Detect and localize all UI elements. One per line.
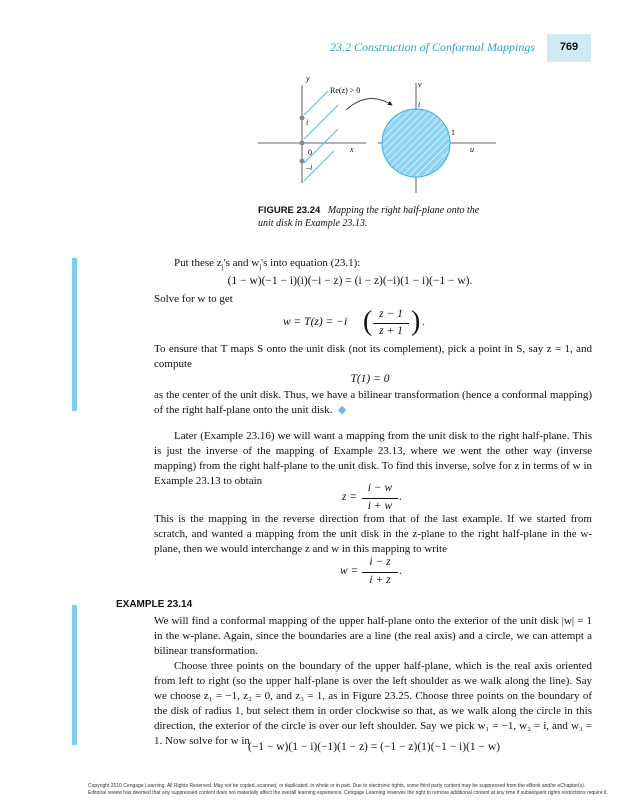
paragraph-later-example: Later (Example 23.16) we will want a mapping from the unit disk to the right half-plane. This is just the inverse of the mapping of Example 23.13, where we went the other way (inverse mapping) from the right half-plane to the unit disk. To find this inverse, solve for z in terms of w in Example 23.13 to obtain: [154, 430, 592, 487]
label-i-right: i: [418, 100, 421, 109]
caption-text-1: Mapping the right half-plane onto the: [327, 205, 480, 216]
label-u: u: [470, 145, 474, 154]
copyright-line-1: Copyright 2010 Cengage Learning. All Rights Reserved. May not be copied, scanned, or duplicated, in whole or in part. Due to electronic rights, some third party content may be suppressed from the eBook and/or eChapter(s).: [88, 783, 586, 789]
label-y: y: [306, 74, 310, 83]
label-v: v: [418, 80, 422, 89]
label-re: Re(z) > 0: [330, 86, 361, 95]
eq5-left: w =: [340, 565, 359, 577]
caption-text-2: unit disk in Example 23.13.: [258, 218, 368, 229]
eq4-denominator: i + w: [367, 500, 393, 512]
paragraph-solve-for-w: Solve for w to get: [154, 293, 233, 305]
running-header-title: 23.2 Construction of Conformal Mappings: [330, 40, 536, 54]
paragraph-center-unit-disk: as the center of the unit disk. Thus, we have a bilinear transformation (hence a conformal mapping) of the right half-plane onto the unit disk. ◆: [154, 389, 592, 416]
equation-z-inverse: z = i − w i + w .: [342, 482, 402, 512]
eq4-numerator: i − w: [367, 482, 393, 494]
subscript-j1: j: [221, 263, 224, 272]
label-one: 1: [451, 128, 455, 137]
label-zero: 0: [308, 148, 312, 157]
paragraph-upper-half-plane: We will find a conformal mapping of the upper half-plane onto the exterior of the unit disk |w| = 1 in the w-plane. Again, since the boundaries are a line (the real axis) and a circle, we can attempt a bilinear transformation.: [154, 615, 592, 657]
eq2-left: w = T(z) = −i: [283, 316, 348, 328]
subscript-j2: j: [259, 263, 262, 272]
margin-bar-example-23-14: [72, 605, 77, 745]
figure-23-24: [258, 65, 498, 200]
point-minus-i: [300, 159, 305, 164]
page-number: 769: [547, 34, 591, 62]
equation-w-equals-T: w = T(z) = −i ( z − 1 z + 1 ) .: [283, 306, 425, 337]
copyright-line-2: Editorial review has deemed that any suppressed content does not materially affect the overall learning experience. Cengage Learning reserves the right to remove additional content at any time if subsequent rights restrictions require it.: [88, 790, 608, 796]
point-zero: [300, 141, 305, 146]
mapping-arrow: [346, 99, 392, 110]
label-i-left: i: [306, 118, 309, 127]
label-minus-i: –i: [306, 163, 313, 172]
example-heading: EXAMPLE 23.14: [116, 599, 193, 610]
unit-disk: [382, 109, 450, 177]
figure-caption: [258, 204, 508, 230]
caption-label: FIGURE 23.24: [258, 205, 321, 216]
equation-solve-w: (−1 − w)(1 − i)(−1)(1 − z) = (−1 − z)(1)(−1 − i)(1 − w): [247, 741, 501, 753]
equation-23-1-substituted: (1 − w)(−1 − i)(i)(−i − z) = (i − z)(−i)(1 − i)(−1 − w).: [227, 275, 473, 287]
label-x: x: [350, 145, 354, 154]
eq2-denominator: z + 1: [379, 325, 403, 337]
paragraph-reverse-direction: This is the mapping in the reverse direction from that of the last example. If we started from scratch, and wanted a mapping from the unit disk in the z-plane to the right half-plane in the w-plane, then we would interchange z and w in this mapping to write: [154, 513, 592, 555]
eq5-denominator: i + z: [369, 574, 391, 586]
paragraph-ensure-T: To ensure that T maps S onto the unit disk (not its complement), pick a point in S, say z = 1, and compute: [154, 343, 592, 370]
eq2-numerator: z − 1: [379, 308, 403, 320]
eq4-left: z =: [342, 491, 358, 503]
end-of-example-icon: ◆: [337, 404, 347, 416]
paragraph-choose-points: Choose three points on the boundary of the upper half-plane, which is the real axis oriented from left to right (so the upper half-plane is over the left shoulder as we walk along the line). Say we choose z₁ = −1, z₂ = 0, and z₃ = 1, as in Figure 23.25. Choose three points on the boundary of the disk of radius 1, but select them in order clockwise so that, as we walk along the circle in this direction, the exterior of the circle is over our left shoulder. Say we pick w₁ = −1, w₂ = i, and w₃ = 1. Now solve for w in: [154, 660, 592, 747]
equation-w-inverse: w = i − z i + z .: [340, 556, 402, 586]
point-i: [300, 116, 305, 121]
equation-T1: T(1) = 0: [350, 373, 390, 385]
eq5-numerator: i − z: [369, 556, 391, 568]
paragraph-put-these: Put these $z_j's$ and $w_j's$ into equation (23.1):: [174, 257, 361, 272]
margin-bar-example-end: [72, 258, 77, 411]
